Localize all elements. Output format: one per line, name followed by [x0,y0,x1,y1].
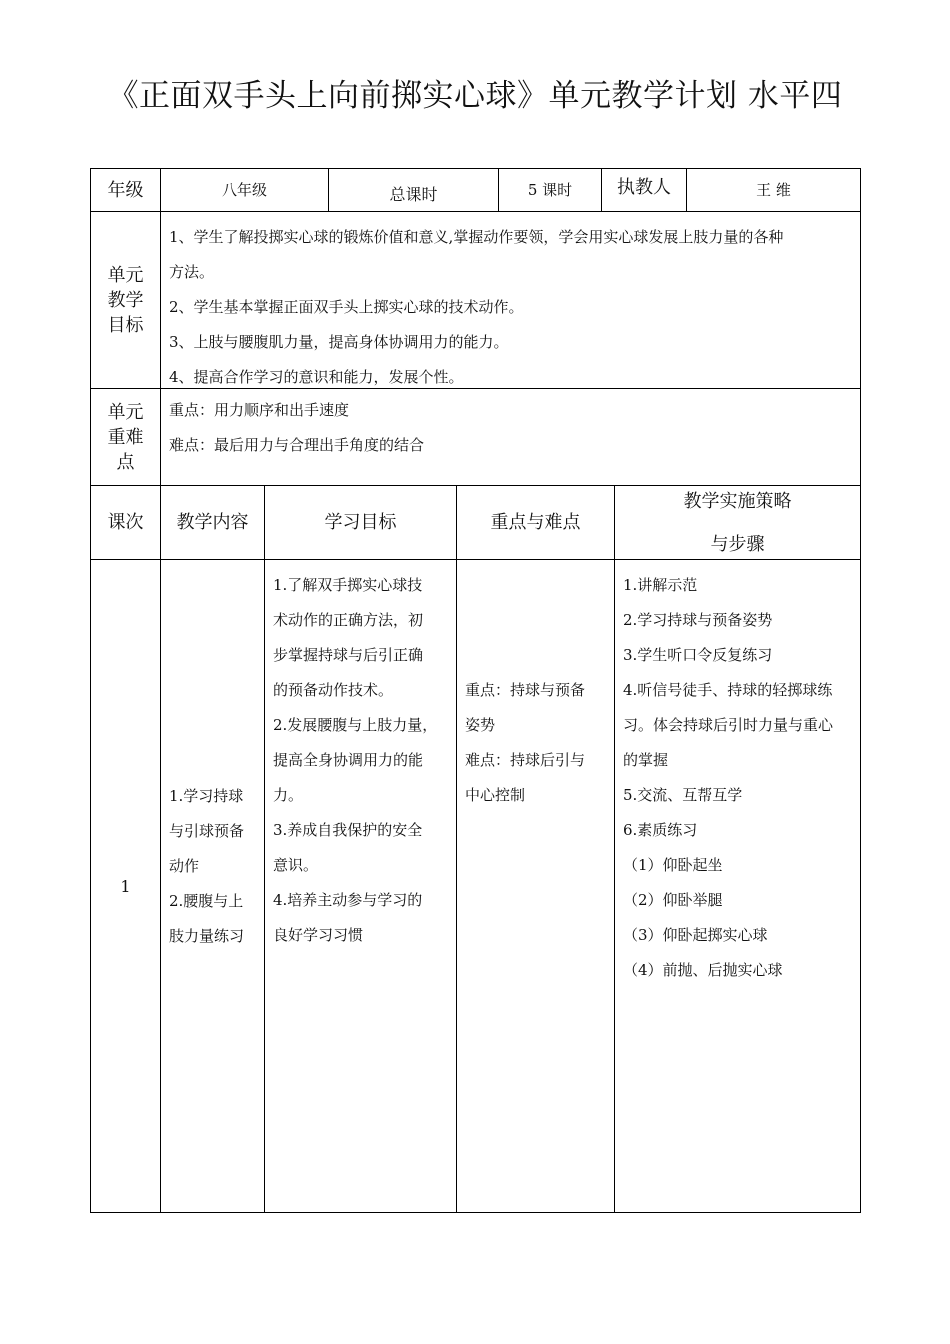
goal-line: 1、学生了解投掷实心球的锻炼价值和意义,掌握动作要领，学会用实心球发展上肢力量的各种 [169,228,784,246]
keypoint-line: 中心控制 [465,786,526,804]
label-line: 单元 [107,401,144,423]
unit-keypoints-label [91,389,161,486]
strategy-line: （4）前抛、后抛实心球 [623,961,783,979]
label-line: 单元 [107,264,144,286]
total-hours-value: 5 课时 [499,169,602,212]
strategy-line: 4.听信号徒手、持球的轻掷球练 [623,681,833,699]
lesson-number: 1 [91,560,161,1213]
content-line: 与引球预备 [169,821,245,840]
objective-line: 3.养成自我保护的安全 [273,821,423,839]
strategy-line: 1.讲解示范 [623,576,698,594]
strategy-line: 3.学生听口令反复练习 [623,646,773,664]
lesson-strategy [615,560,861,1213]
objective-line: 术动作的正确方法，初 [273,611,424,629]
label-line: 目标 [107,314,144,336]
objective-line: 提高全身协调用力的能 [273,751,424,769]
objective-line: 1.了解双手掷实心球技 [273,576,423,594]
keypoint-line: 难点：持球后引与 [465,751,586,769]
content-line: 1.学习持球 [169,786,244,805]
strategy-line: （2）仰卧举腿 [623,891,723,909]
header-strategy-line: 教学实施策略 [683,490,792,512]
label-line: 点 [116,451,135,473]
unit-goals-label [91,212,161,389]
unit-goals-text [161,212,861,389]
strategy-line: 习。体会持球后引时力量与重心 [623,716,834,734]
unit-keypoints-text [161,389,861,486]
lesson-objectives [265,560,457,1213]
strategy-line: 2.学习持球与预备姿势 [623,611,773,629]
teacher-label: 执教人 [602,169,687,212]
goal-line: 2、学生基本掌握正面双手头上掷实心球的技术动作。 [169,298,524,316]
lesson-content [161,560,265,1213]
objective-line: 的预备动作技术。 [273,681,394,699]
strategy-line: 的掌握 [623,751,669,769]
content-line: 2.腰腹与上 [169,891,244,910]
keypoint-line: 姿势 [465,716,496,734]
keypoint-line: 重点：用力顺序和出手速度 [169,401,350,419]
page-title: 《正面双手头上向前掷实心球》单元教学计划 水平四 [107,78,843,114]
header-strategy-line: 与步骤 [710,533,765,555]
label-line: 重难 [107,426,144,448]
goal-line: 3、上肢与腰腹肌力量，提高身体协调用力的能力。 [169,333,509,351]
header-strategy [615,486,861,560]
objective-line: 力。 [273,786,304,804]
header-objective: 学习目标 [265,486,457,560]
content-line: 动作 [169,856,200,875]
objective-line: 良好学习习惯 [273,926,364,944]
strategy-line: （1）仰卧起坐 [623,856,723,874]
objective-line: 4.培养主动参与学习的 [273,891,423,909]
keypoint-line: 难点：最后用力与合理出手角度的结合 [169,436,425,454]
header-content: 教学内容 [161,486,265,560]
keypoint-line: 重点：持球与预备 [465,681,586,699]
objective-line: 意识。 [273,856,319,874]
header-lesson: 课次 [91,486,161,560]
lesson-keypoints [457,560,615,1213]
label-line: 教学 [107,289,144,311]
objective-line: 2.发展腰腹与上肢力量， [273,716,438,734]
unit-plan-table [90,168,861,1213]
header-keypoints: 重点与难点 [457,486,615,560]
objective-line: 步掌握持球与后引正确 [273,646,424,664]
teacher-value: 王 维 [687,169,861,212]
grade-label: 年级 [91,169,161,212]
total-hours-label: 总课时 [329,169,499,212]
grade-value: 八年级 [161,169,329,212]
goal-line: 方法。 [169,263,215,281]
strategy-line: 6.素质练习 [623,821,698,839]
strategy-line: 5.交流、互帮互学 [623,786,743,804]
content-line: 肢力量练习 [169,926,245,945]
goal-line: 4、提高合作学习的意识和能力，发展个性。 [169,368,464,386]
strategy-line: （3）仰卧起掷实心球 [623,926,768,944]
